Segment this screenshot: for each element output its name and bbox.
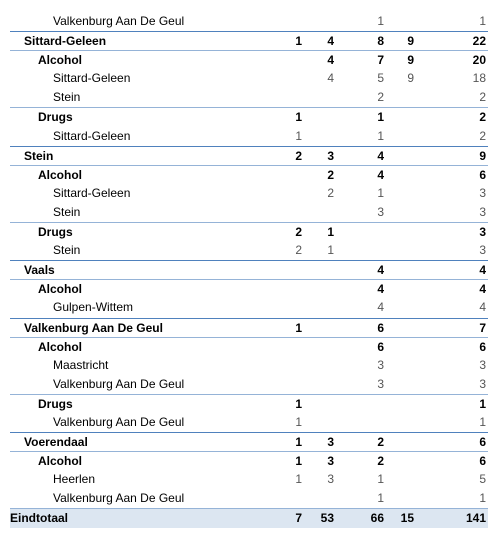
- cell-value-col4: 9: [407, 34, 414, 49]
- pivot-row[interactable]: [10, 69, 488, 88]
- cell-value-col3: 7: [377, 53, 384, 68]
- cell-value-col5: 3: [479, 204, 486, 219]
- cell-value-col5: 4: [479, 263, 486, 278]
- cell-value-col3: 6: [377, 320, 384, 335]
- cell-value-col5: 1: [479, 396, 486, 411]
- cell-value-col2: 1: [327, 225, 334, 240]
- cell-value-col1: 1: [295, 110, 302, 125]
- pivot-row[interactable]: [10, 298, 488, 317]
- cell-value-col1: 2: [295, 225, 302, 240]
- cell-value-col3: 4: [377, 167, 384, 182]
- cell-value-col5: 3: [479, 243, 486, 258]
- cell-value-col5: 6: [479, 435, 486, 450]
- row-label: Maastricht: [53, 357, 109, 372]
- pivot-row[interactable]: [10, 337, 488, 356]
- cell-value-col5: 3: [479, 376, 486, 391]
- row-label: Sittard-Geleen: [53, 128, 131, 143]
- row-label: Alcohol: [38, 454, 82, 469]
- cell-value-col2: 4: [327, 71, 334, 86]
- cell-value-col5: 1: [479, 414, 486, 429]
- cell-value-col5: 18: [472, 71, 486, 86]
- cell-value-col5: 3: [479, 225, 486, 240]
- grand-total-row[interactable]: [10, 508, 488, 527]
- cell-value-col4: 9: [407, 71, 414, 86]
- row-label: Vaals: [24, 263, 55, 278]
- cell-value-col2: 4: [327, 34, 334, 49]
- cell-value-col5: 9: [479, 148, 486, 163]
- row-label: Valkenburg Aan De Geul: [24, 320, 163, 335]
- pivot-row[interactable]: [10, 318, 488, 337]
- cell-value-col3: 4: [377, 148, 384, 163]
- grand-total-value-col4: 15: [400, 511, 414, 526]
- cell-value-col2: 4: [327, 53, 334, 68]
- cell-value-col5: 2: [479, 128, 486, 143]
- cell-value-col5: 22: [472, 34, 486, 49]
- pivot-row[interactable]: [10, 451, 488, 470]
- row-label: Sittard-Geleen: [53, 185, 131, 200]
- row-label: Voerendaal: [24, 435, 88, 450]
- pivot-row[interactable]: [10, 165, 488, 184]
- cell-value-col2: 1: [327, 243, 334, 258]
- row-label: Drugs: [38, 225, 73, 240]
- cell-value-col2: 3: [327, 454, 334, 469]
- cell-value-col3: 6: [377, 339, 384, 354]
- cell-value-col1: 1: [295, 396, 302, 411]
- cell-value-col5: 2: [479, 110, 486, 125]
- row-label: Alcohol: [38, 339, 82, 354]
- cell-value-col5: 7: [479, 320, 486, 335]
- grand-total-value-col2: 53: [320, 511, 334, 526]
- row-label: Stein: [53, 90, 81, 105]
- cell-value-col1: 1: [295, 472, 302, 487]
- cell-value-col3: 3: [377, 376, 384, 391]
- pivot-row[interactable]: [10, 146, 488, 165]
- cell-value-col3: 1: [377, 472, 384, 487]
- cell-value-col1: 1: [295, 414, 302, 429]
- cell-value-col4: 9: [407, 53, 414, 68]
- cell-value-col5: 3: [479, 185, 486, 200]
- cell-value-col3: 2: [377, 90, 384, 105]
- cell-value-col3: 1: [377, 128, 384, 143]
- pivot-row[interactable]: [10, 260, 488, 279]
- grand-total-label: Eindtotaal: [10, 511, 69, 526]
- cell-value-col5: 3: [479, 357, 486, 372]
- row-label: Heerlen: [53, 472, 96, 487]
- row-label: Valkenburg Aan De Geul: [53, 14, 185, 28]
- cell-value-col1: 1: [295, 128, 302, 143]
- row-label: Valkenburg Aan De Geul: [53, 414, 185, 429]
- cell-value-col5: 6: [479, 167, 486, 182]
- pivot-row[interactable]: [10, 489, 488, 508]
- cell-value-col3: 2: [377, 454, 384, 469]
- pivot-row[interactable]: [10, 356, 488, 375]
- cell-value-col3: 8: [377, 34, 384, 49]
- cell-value-col3: 1: [377, 491, 384, 506]
- pivot-table: [10, 12, 488, 528]
- cell-value-col3: 4: [377, 282, 384, 297]
- cell-value-col3: 1: [377, 185, 384, 200]
- pivot-row[interactable]: [10, 432, 488, 451]
- pivot-row[interactable]: [10, 31, 488, 50]
- cell-value-col1: 2: [295, 148, 302, 163]
- pivot-row[interactable]: [10, 88, 488, 107]
- cell-value-col1: 1: [295, 435, 302, 450]
- row-label: Gulpen-Wittem: [53, 300, 134, 315]
- cell-value-col2: 2: [327, 185, 334, 200]
- row-label: Valkenburg Aan De Geul: [53, 491, 185, 506]
- pivot-row[interactable]: [10, 279, 488, 298]
- row-label: Drugs: [38, 396, 73, 411]
- row-label: Alcohol: [38, 282, 82, 297]
- row-label: Alcohol: [38, 167, 82, 182]
- row-label: Valkenburg Aan De Geul: [53, 376, 185, 391]
- pivot-row[interactable]: [10, 184, 488, 203]
- cell-value-col1: 1: [295, 320, 302, 335]
- cell-value-col2: 3: [327, 148, 334, 163]
- cell-value-col5: 6: [479, 454, 486, 469]
- cell-value-col1: 2: [295, 243, 302, 258]
- cell-value-col3: 3: [377, 204, 384, 219]
- cell-value-col3: 4: [377, 300, 384, 315]
- cell-value-col3: 4: [377, 263, 384, 278]
- cell-value-col3: 1: [377, 14, 384, 28]
- cell-value-col5: 6: [479, 339, 486, 354]
- cell-value-col2: 3: [327, 435, 334, 450]
- pivot-row[interactable]: [10, 222, 488, 241]
- pivot-row[interactable]: [10, 50, 488, 69]
- pivot-row[interactable]: [10, 470, 488, 489]
- cell-value-col5: 5: [479, 472, 486, 487]
- grand-total-value-col3: 66: [370, 511, 384, 526]
- pivot-row[interactable]: [10, 413, 488, 432]
- pivot-row[interactable]: [10, 375, 488, 394]
- pivot-row[interactable]: [10, 394, 488, 413]
- row-label: Stein: [24, 148, 54, 163]
- cell-value-col2: 2: [327, 167, 334, 182]
- row-label: Alcohol: [38, 53, 82, 68]
- cell-value-col5: 2: [479, 90, 486, 105]
- pivot-row[interactable]: [10, 12, 488, 31]
- row-label: Stein: [53, 243, 81, 258]
- cell-value-col5: 4: [479, 300, 486, 315]
- cell-value-col3: 5: [377, 71, 384, 86]
- pivot-row[interactable]: [10, 127, 488, 146]
- cell-value-col1: 1: [295, 454, 302, 469]
- row-label: Stein: [53, 204, 81, 219]
- cell-value-col2: 3: [327, 472, 334, 487]
- cell-value-col5: 1: [479, 491, 486, 506]
- cell-value-col3: 1: [377, 110, 384, 125]
- cell-value-col1: 1: [295, 34, 302, 49]
- pivot-row[interactable]: [10, 203, 488, 222]
- cell-value-col3: 2: [377, 435, 384, 450]
- row-label: Drugs: [38, 110, 73, 125]
- pivot-row[interactable]: [10, 107, 488, 126]
- pivot-row[interactable]: [10, 241, 488, 260]
- cell-value-col5: 20: [472, 53, 486, 68]
- cell-value-col5: 1: [479, 14, 486, 28]
- grand-total-value-col1: 7: [295, 511, 302, 526]
- cell-value-col5: 4: [479, 282, 486, 297]
- cell-value-col3: 3: [377, 357, 384, 372]
- row-label: Sittard-Geleen: [53, 71, 131, 86]
- row-label: Sittard-Geleen: [24, 34, 107, 49]
- grand-total-value-col5: 141: [465, 511, 486, 526]
